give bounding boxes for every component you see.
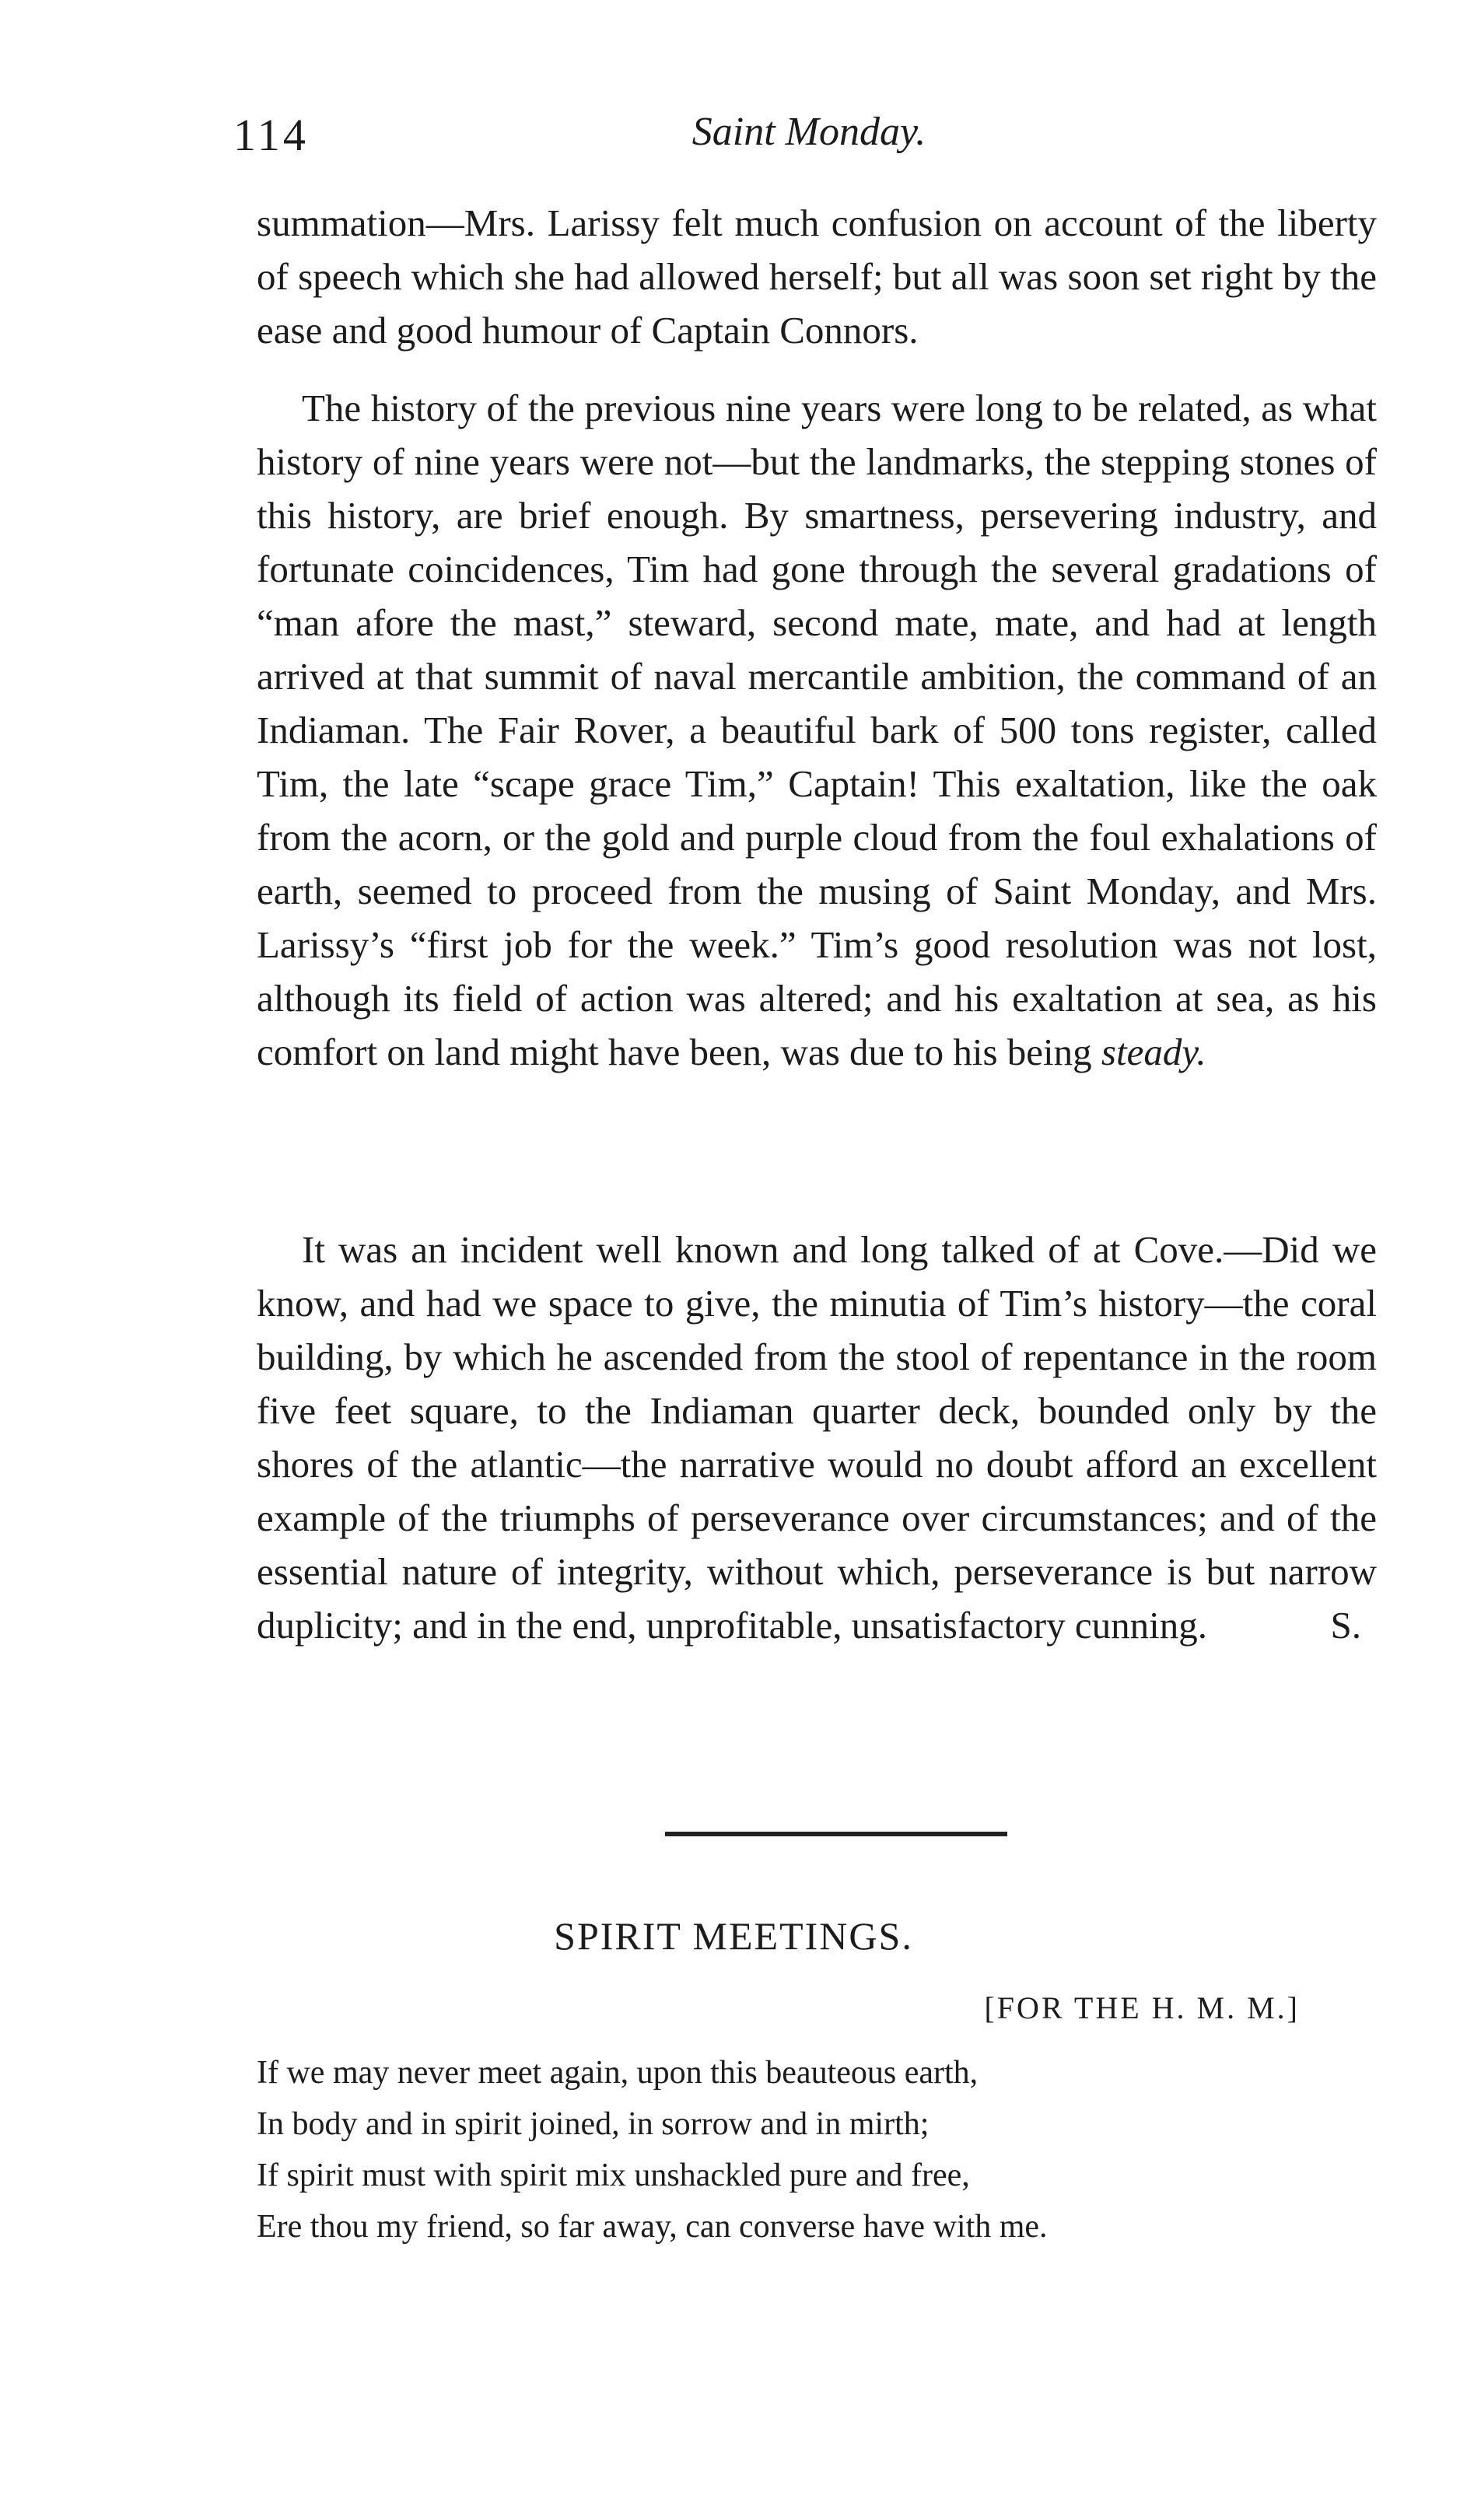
poem-line: If we may never meet again, upon this beauteous earth, — [257, 2055, 979, 2091]
emphasis-steady: steady. — [1101, 1031, 1206, 1073]
paragraph-incident — [257, 1223, 1377, 1652]
poem-title: SPIRIT MEETINGS. — [554, 1914, 913, 1958]
poem-line: Ere thou my friend, so far away, can converse have with me. — [257, 2209, 1048, 2245]
page-number: 114 — [233, 110, 309, 160]
paragraph-3 — [257, 1223, 1377, 1652]
poem-body — [257, 2047, 1377, 2252]
running-title: Saint Monday. — [691, 110, 926, 154]
poem-line: In body and in spirit joined, in sorrow and in mirth; — [257, 2106, 930, 2142]
poem-source-note: [FOR THE H. M. M.] — [984, 1990, 1300, 2025]
section-divider-rule — [665, 1832, 1007, 1836]
paragraph-3-text: It was an incident well known and long talked of at Cove.—Did we know, and had we space to give, the minutia of Tim’s history—the coral building, by which he ascended from the stool of repentance in the room five feet square, to the Indiaman quarter deck, bounded only by the shores of the atlantic—the narrative would no doubt afford an excellent example of the triumphs of perseverance over circumstances; and of the essential nature of integrity, without which, perseverance is but narrow duplicity; and in the end, unprofitable, unsatisfactory cunning. — [257, 1228, 1377, 1647]
paragraph-1: summation—Mrs. Larissy felt much confusion on account of the liberty of speech which she had allowed herself; but all was soon set right by the ease and good humour of Captain Connors. — [257, 201, 1377, 352]
paragraph-2 — [257, 381, 1377, 1079]
paragraph-history — [257, 381, 1377, 1079]
author-signature: S. — [1330, 1604, 1361, 1647]
poem-line: If spirit must with spirit mix unshackled pure and free, — [257, 2158, 970, 2193]
paragraph-continued — [257, 196, 1377, 357]
paragraph-2-text: The history of the previous nine years were long to be related, as what history of nine years were not—but the landmarks, the stepping stones of this history, are brief enough. By smartness, persevering industry, and fortunate coincidences, Tim had gone through the several gradations of “man afore the mast,” steward, second mate, mate, and had at length arrived at that summit of naval mercantile ambition, the command of an Indiaman. The Fair Rover, a beautiful bark of 500 tons register, called Tim, the late “scape grace Tim,” Captain! This exaltation, like the oak from the acorn, or the gold and purple cloud from the foul exhalations of earth, seemed to proceed from the musing of Saint Monday, and Mrs. Larissy’s “first job for the week.” Tim’s good resolution was not lost, although its field of action was altered; and his exaltation at sea, as his comfort on land might have been, was due to his being — [257, 387, 1377, 1073]
running-head — [233, 109, 1385, 171]
